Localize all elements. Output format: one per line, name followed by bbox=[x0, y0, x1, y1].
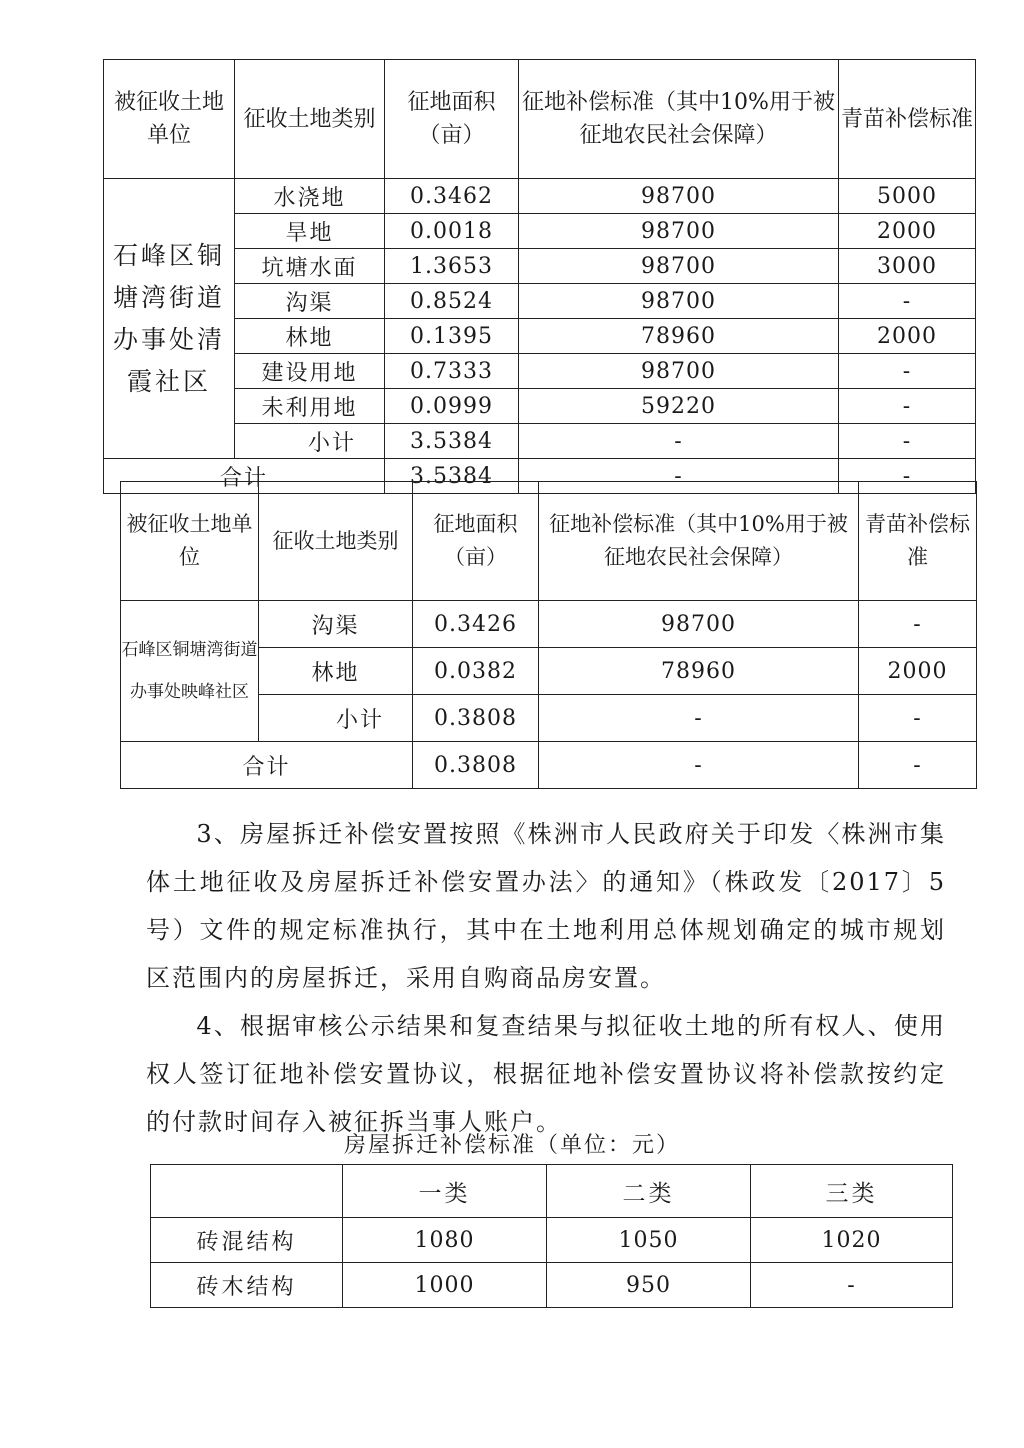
total-seedling: - bbox=[839, 459, 976, 494]
table-header-row bbox=[121, 482, 977, 601]
header-category: 征收土地类别 bbox=[235, 60, 385, 179]
value-cell: 1050 bbox=[547, 1218, 751, 1263]
row-label: 砖木结构 bbox=[151, 1263, 343, 1308]
subtotal-label: 小计 bbox=[259, 695, 413, 742]
standard-cell: 78960 bbox=[539, 648, 859, 695]
area-cell: 0.0999 bbox=[385, 389, 519, 424]
subtotal-area: 0.3808 bbox=[413, 695, 539, 742]
seedling-cell: 2000 bbox=[839, 214, 976, 249]
house-compensation-caption: 房屋拆迁补偿标准（单位：元） bbox=[343, 1133, 680, 1158]
seedling-cell: 3000 bbox=[839, 249, 976, 284]
total-seedling: - bbox=[859, 742, 977, 789]
seedling-cell: 2000 bbox=[859, 648, 977, 695]
paragraph-house-demolition: 3、房屋拆迁补偿安置按照《株洲市人民政府关于印发〈株洲市集体土地征收及房屋拆迁补偿安置办法〉的通知》（株政发〔2017〕5号）文件的规定标准执行，其中在土地利用总体规划确定的城市规划区范围内的房屋拆迁，采用自购商品房安置。 bbox=[146, 820, 946, 992]
header-unit: 被征收土地单位 bbox=[121, 482, 259, 601]
standard-cell: 98700 bbox=[519, 284, 839, 319]
table-row bbox=[121, 601, 977, 648]
standard-cell: 98700 bbox=[519, 354, 839, 389]
standard-cell: 98700 bbox=[519, 214, 839, 249]
table-header-row bbox=[104, 60, 976, 179]
unit-name-cell: 石峰区铜塘湾街道办事处清霞社区 bbox=[104, 179, 235, 459]
value-cell: 1080 bbox=[343, 1218, 547, 1263]
header-area: 征地面积（亩） bbox=[413, 482, 539, 601]
category-cell: 旱地 bbox=[235, 214, 385, 249]
table-row bbox=[104, 389, 976, 424]
total-label: 合计 bbox=[104, 459, 385, 494]
subtotal-seedling: - bbox=[839, 424, 976, 459]
total-area: 3.5384 bbox=[385, 459, 519, 494]
paragraph-agreement: 4、根据审核公示结果和复查结果与拟征收土地的所有权人、使用权人签订征地补偿安置协议，根据征地补偿安置协议将补偿款按约定的付款时间存入被征拆当事人账户。 bbox=[146, 1012, 946, 1136]
header-class-1: 一类 bbox=[343, 1165, 547, 1218]
header-unit: 被征收土地单位 bbox=[104, 60, 235, 179]
header-class-2: 二类 bbox=[547, 1165, 751, 1218]
table-row bbox=[104, 319, 976, 354]
value-cell: 1020 bbox=[751, 1218, 953, 1263]
row-label: 砖混结构 bbox=[151, 1218, 343, 1263]
total-row bbox=[121, 742, 977, 789]
total-label: 合计 bbox=[121, 742, 413, 789]
unit-name-cell: 石峰区铜塘湾街道办事处映峰社区 bbox=[121, 601, 259, 742]
subtotal-row bbox=[104, 424, 976, 459]
header-category: 征收土地类别 bbox=[259, 482, 413, 601]
standard-cell: 59220 bbox=[519, 389, 839, 424]
category-cell: 建设用地 bbox=[235, 354, 385, 389]
header-standard: 征地补偿标准（其中10%用于被征地农民社会保障） bbox=[539, 482, 859, 601]
category-cell: 沟渠 bbox=[259, 601, 413, 648]
house-compensation-table bbox=[150, 1164, 953, 1308]
area-cell: 0.3426 bbox=[413, 601, 539, 648]
seedling-cell: - bbox=[839, 354, 976, 389]
header-blank bbox=[151, 1165, 343, 1218]
value-cell: - bbox=[751, 1263, 953, 1308]
subtotal-standard: - bbox=[539, 695, 859, 742]
standard-cell: 78960 bbox=[519, 319, 839, 354]
standard-cell: 98700 bbox=[519, 179, 839, 214]
header-class-3: 三类 bbox=[751, 1165, 953, 1218]
total-standard: - bbox=[539, 742, 859, 789]
area-cell: 0.1395 bbox=[385, 319, 519, 354]
category-cell: 沟渠 bbox=[235, 284, 385, 319]
land-compensation-table-qingxia bbox=[103, 59, 976, 494]
standard-cell: 98700 bbox=[519, 249, 839, 284]
subtotal-seedling: - bbox=[859, 695, 977, 742]
seedling-cell: - bbox=[859, 601, 977, 648]
seedling-cell: 2000 bbox=[839, 319, 976, 354]
area-cell: 0.8524 bbox=[385, 284, 519, 319]
value-cell: 950 bbox=[547, 1263, 751, 1308]
total-standard: - bbox=[519, 459, 839, 494]
value-cell: 1000 bbox=[343, 1263, 547, 1308]
header-standard: 征地补偿标准（其中10%用于被征地农民社会保障） bbox=[519, 60, 839, 179]
subtotal-label: 小计 bbox=[235, 424, 385, 459]
area-cell: 0.7333 bbox=[385, 354, 519, 389]
category-cell: 水浇地 bbox=[235, 179, 385, 214]
table-row bbox=[104, 284, 976, 319]
header-area: 征地面积（亩） bbox=[385, 60, 519, 179]
area-cell: 1.3653 bbox=[385, 249, 519, 284]
area-cell: 0.3462 bbox=[385, 179, 519, 214]
table-row bbox=[104, 214, 976, 249]
subtotal-standard: - bbox=[519, 424, 839, 459]
area-cell: 0.0382 bbox=[413, 648, 539, 695]
category-cell: 林地 bbox=[235, 319, 385, 354]
table-row bbox=[104, 249, 976, 284]
table-row bbox=[104, 179, 976, 214]
subtotal-area: 3.5384 bbox=[385, 424, 519, 459]
land-compensation-table-yingfeng bbox=[120, 481, 977, 789]
table-header-row bbox=[151, 1165, 953, 1218]
header-seedling: 青苗补偿标准 bbox=[859, 482, 977, 601]
seedling-cell: - bbox=[839, 389, 976, 424]
seedling-cell: 5000 bbox=[839, 179, 976, 214]
header-seedling: 青苗补偿标准 bbox=[839, 60, 976, 179]
area-cell: 0.0018 bbox=[385, 214, 519, 249]
category-cell: 未利用地 bbox=[235, 389, 385, 424]
total-area: 0.3808 bbox=[413, 742, 539, 789]
seedling-cell: - bbox=[839, 284, 976, 319]
category-cell: 林地 bbox=[259, 648, 413, 695]
table-row bbox=[151, 1263, 953, 1308]
standard-cell: 98700 bbox=[539, 601, 859, 648]
category-cell: 坑塘水面 bbox=[235, 249, 385, 284]
table-row bbox=[104, 354, 976, 389]
table-row bbox=[151, 1218, 953, 1263]
